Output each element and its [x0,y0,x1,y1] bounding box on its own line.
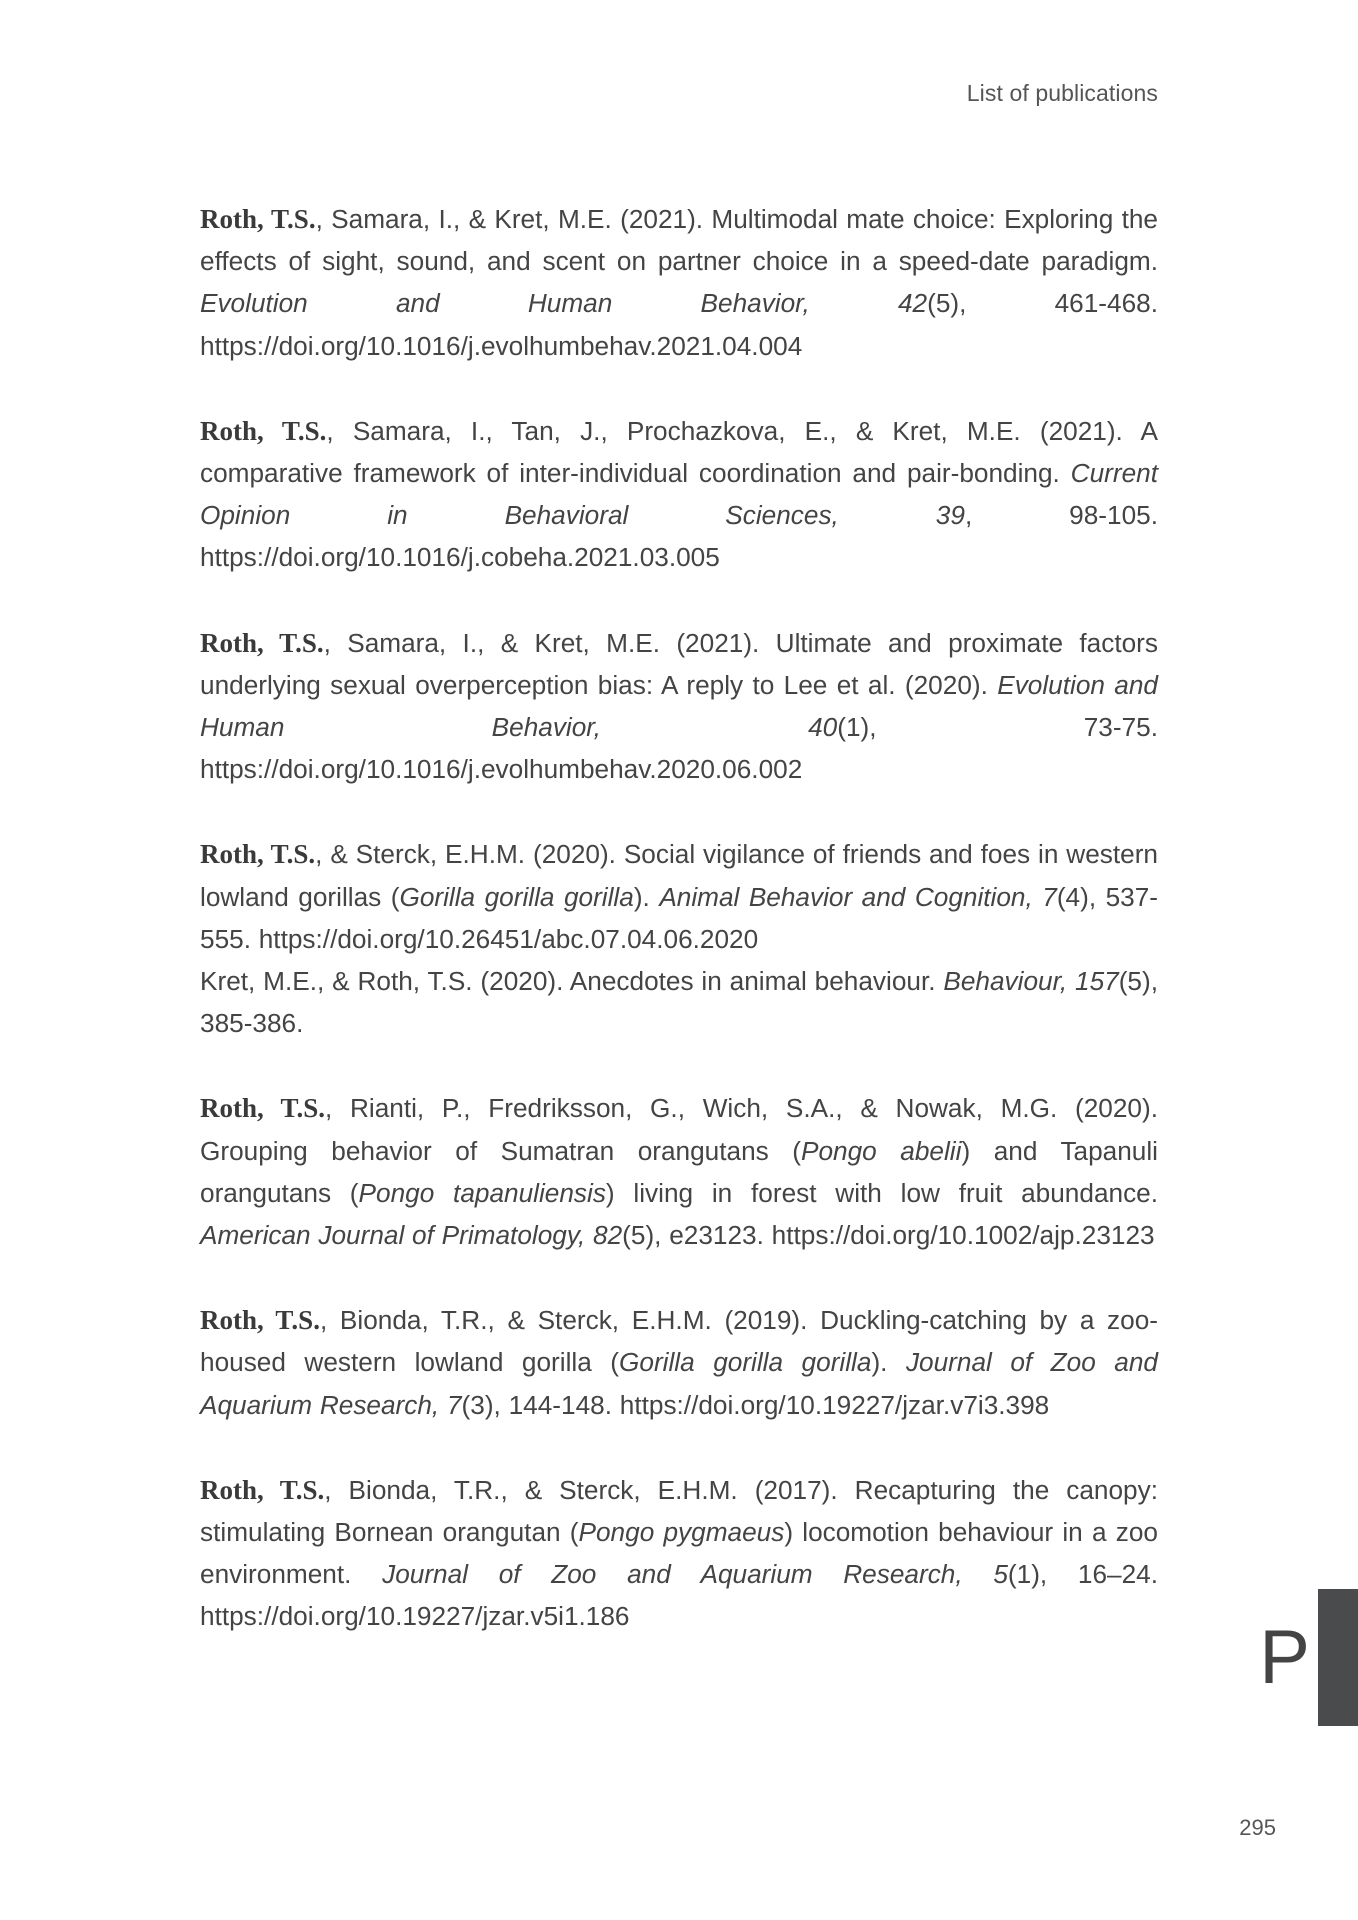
entry-species: Pongo abelii [801,1135,962,1166]
entry-text: , Bionda, T.R., & Sterck, E.H.M. (2019). Duckling-catching by a zoo-housed western lowland gorilla ( [200,1305,1158,1378]
publication-entry [200,1469,1158,1638]
entry-text: , 98-105. https://doi.org/10.1016/j.cobeha.2021.03.005 [200,500,1159,573]
publication-list [200,198,1158,1681]
entry-author: Roth, T.S. [200,1474,325,1505]
entry-text: (4), 537-555. https://doi.org/10.26451/abc.07.04.06.2020 [200,881,1158,954]
entry-text: (5), 461-468. https://doi.org/10.1016/j.evolhumbehav.2021.04.004 [200,288,1158,361]
entry-author: Roth, T.S. [200,415,327,446]
publication-entry [200,198,1158,367]
entry-text: , & Sterck, E.H.M. (2020). Social vigilance of friends and foes in western lowland gorillas ( [200,839,1158,912]
publication-entry [200,960,1158,1044]
publication-entry [200,622,1158,791]
publication-entry [200,833,1158,960]
entry-text: , Samara, I., Tan, J., Prochazkova, E., & Kret, M.E. (2021). A comparative framework of inter-individual coordination and pair-bonding. [200,415,1158,489]
entry-text: , Samara, I., & Kret, M.E. (2021). Ultimate and proximate factors underlying sexual overperception bias: A reply to Lee et al. (2020). [200,627,1158,700]
entry-text: Kret, M.E., & Roth, T.S. (2020). Anecdotes in animal behaviour. [200,966,944,997]
entry-species: Pongo tapanuliensis [358,1177,606,1208]
entry-text: , Rianti, P., Fredriksson, G., Wich, S.A., & Nowak, M.G. (2020). Grouping behavior of Sumatran orangutans ( [200,1093,1158,1166]
running-header: List of publications [966,80,1158,106]
entry-text: (5), e23123. https://doi.org/10.1002/ajp.23123 [622,1220,1155,1251]
entry-text: (1), 73-75. https://doi.org/10.1016/j.evolhumbehav.2020.06.002 [200,712,1158,785]
page-number: 295 [1239,1815,1276,1840]
entry-journal: Evolution and Human Behavior, 42 [200,288,928,319]
entry-text: (5), 385-386. [200,966,1158,1039]
entry-author: Roth, T.S. [200,627,324,658]
chapter-letter: P [1259,1615,1310,1700]
entry-author: Roth, T.S. [200,1093,325,1124]
entry-text: ). [871,1347,906,1378]
entry-text: , Samara, I., & Kret, M.E. (2021). Multimodal mate choice: Exploring the effects of sight, sound, and scent on partner choice in a speed-date paradigm. [200,204,1158,277]
publication-entry [200,1299,1158,1426]
entry-text: (3), 144-148. https://doi.org/10.19227/jzar.v7i3.398 [461,1389,1050,1420]
entry-journal: Current Opinion in Behavioral Sciences, 39 [200,458,1158,531]
entry-text: , Bionda, T.R., & Sterck, E.H.M. (2017). Recapturing the canopy: stimulating Bornean orangutan ( [200,1474,1158,1548]
entry-text: ) and Tapanuli orangutans ( [200,1135,1159,1208]
entry-journal: Journal of Zoo and Aquarium Research, 5 [382,1559,1008,1590]
entry-journal: Animal Behavior and Cognition, 7 [659,881,1057,912]
entry-text: (1), 16–24. https://doi.org/10.19227/jzar.v5i1.186 [200,1559,1158,1632]
entry-journal: American Journal of Primatology, 82 [200,1220,623,1251]
entry-author: Roth, T.S. [200,204,316,234]
publication-entry [200,410,1158,579]
chapter-thumb-tab [1318,1589,1358,1726]
entry-text: ). [633,881,660,912]
entry-species: Gorilla gorilla gorilla [619,1347,872,1378]
entry-journal: Evolution and Human Behavior, 40 [200,669,1159,743]
entry-text: ) locomotion behaviour in a zoo environment. [200,1517,1158,1590]
entry-species: Pongo pygmaeus [578,1517,785,1548]
publication-entry [200,1087,1158,1256]
entry-journal: Behaviour, 157 [943,966,1119,997]
entry-author: Roth, T.S. [200,839,316,870]
entry-species: Gorilla gorilla gorilla [399,881,634,912]
entry-author: Roth, T.S. [200,1305,320,1336]
entry-text: ) living in forest with low fruit abundance. [605,1177,1159,1208]
entry-journal: Journal of Zoo and Aquarium Research, 7 [200,1347,1158,1420]
